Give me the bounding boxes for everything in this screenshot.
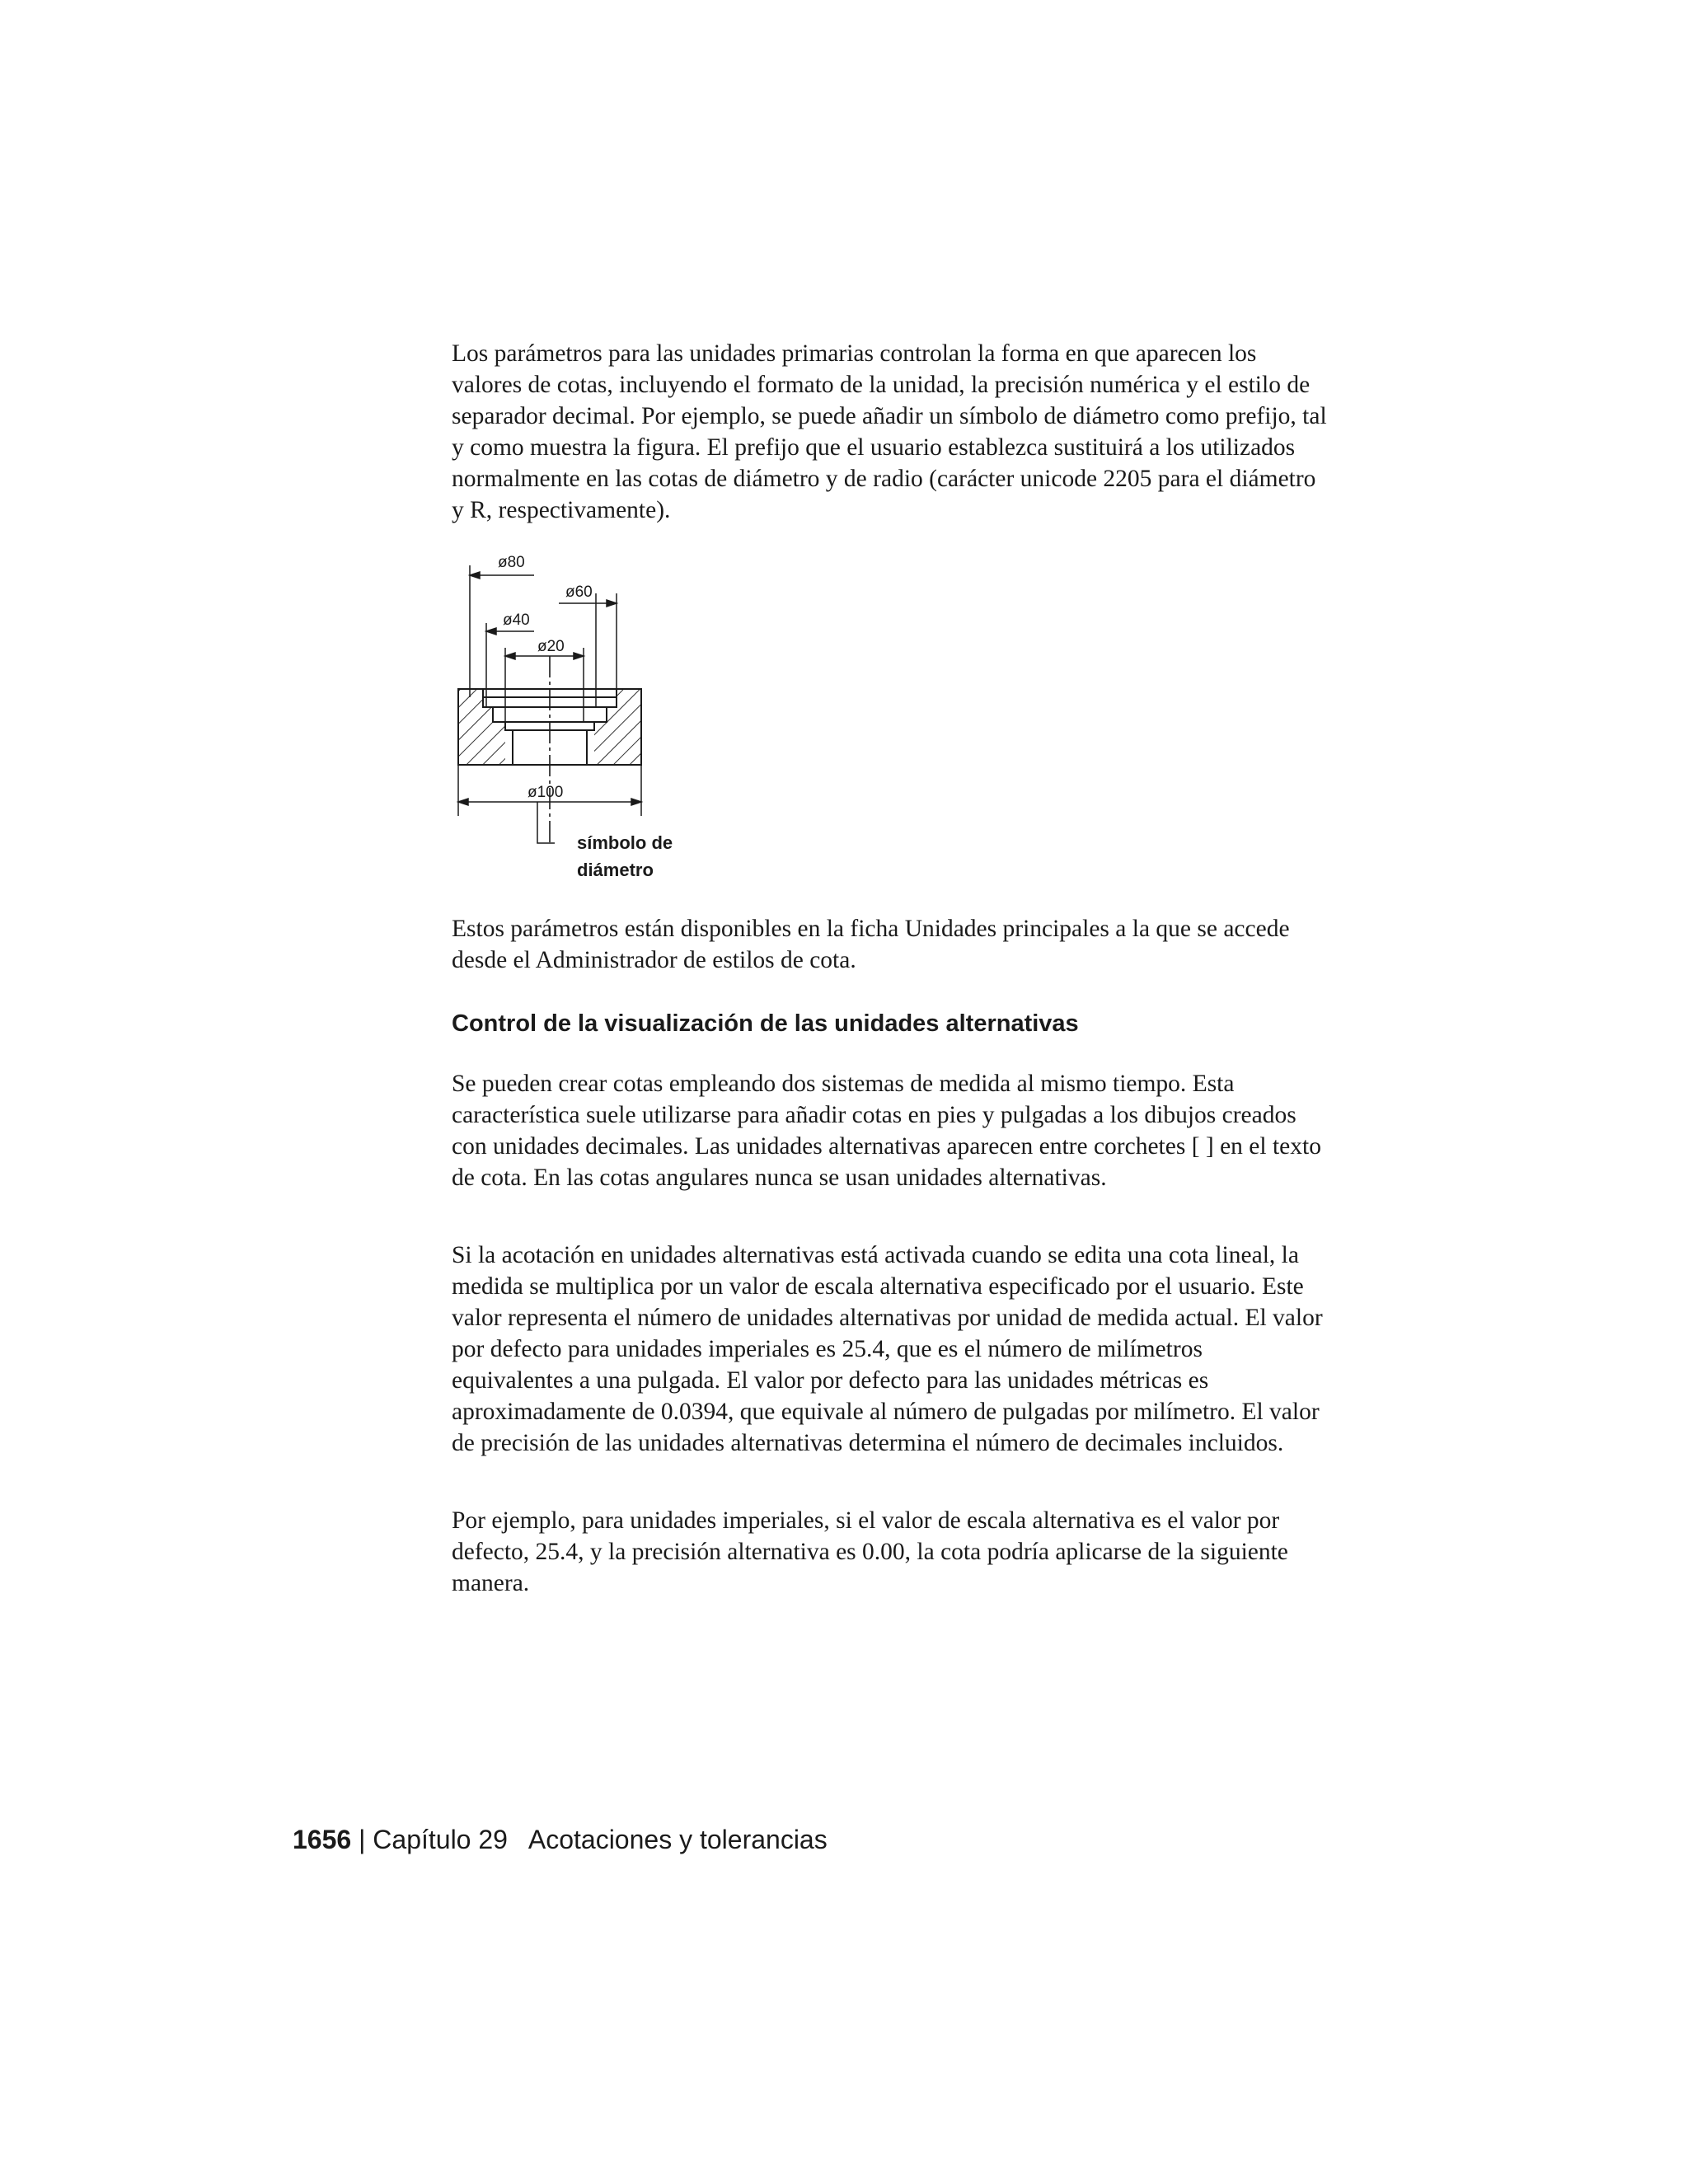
page-footer [293, 1823, 828, 1856]
callout-diameter-symbol-line1: símbolo de [577, 832, 673, 853]
callout-diameter-symbol-line2: diámetro [577, 860, 654, 880]
chapter-title: Acotaciones y tolerancias [528, 1825, 828, 1854]
hatched-section-left [458, 689, 505, 765]
paragraph-alternate-units-intro: Se pueden crear cotas empleando dos sistemas de medida al mismo tiempo. Esta característica suele utilizarse para añadir cotas en pies y pulgadas a los dibujos creados con unidades decimales. Las unidades alternativas aparecen entre corchetes [ ] en el texto de cota. En las cotas angulares nunca se usan unidades alternativas. [452, 1071, 1321, 1191]
dimension-label-20: ø20 [537, 638, 565, 655]
dimension-label-60: ø60 [565, 583, 593, 601]
paragraph-alternate-scale: Si la acotación en unidades alternativas está activada cuando se edita una cota lineal, la medida se multiplica por un valor de escala alternativa especificado por el usuario. Este valor representa el número de unidades alternativas por unidad de medida actual. El valor por defecto para unidades imperiales es 25.4, que es el número de milímetros equivalentes a una pulgada. El valor por defecto para las unidades métricas es aproximadamente de 0.0394, que equivale al número de pulgadas por milímetro. El valor de precisión de las unidades alternativas determina el número de decimales incluidos. [452, 1242, 1323, 1456]
chapter-label: Capítulo 29 [373, 1825, 508, 1854]
paragraph-parameters-location: Estos parámetros están disponibles en la ficha Unidades principales a la que se accede desde el Administrador de estilos de cota. [452, 916, 1290, 973]
paragraph-primary-units: Los parámetros para las unidades primarias controlan la forma en que aparecen los valores de cotas, incluyendo el formato de la unidad, la precisión numérica y el estilo de separador decimal. Por ejemplo, se puede añadir un símbolo de diámetro como prefijo, tal y como muestra la figura. El prefijo que el usuario establezca sustituirá a los utilizados normalmente en las cotas de diámetro y de radio (carácter unicode 2205 para el diámetro y R, respectivamente). [452, 340, 1327, 523]
diameter-dimension-figure [452, 551, 715, 897]
footer-separator: | [351, 1825, 373, 1854]
paragraph-example: Por ejemplo, para unidades imperiales, si el valor de escala alternativa es el valor por defecto, 25.4, y la precisión alternativa es 0.00, la cota podría aplicarse de la siguiente manera. [452, 1507, 1288, 1596]
dimension-label-80: ø80 [498, 554, 525, 571]
dimension-label-40: ø40 [503, 612, 530, 629]
page-number: 1656 [293, 1825, 352, 1854]
hatched-section-right [594, 689, 641, 765]
section-heading: Control de la visualización de las unidades alternativas [452, 1010, 1079, 1037]
dimension-label-100: ø100 [528, 784, 564, 801]
